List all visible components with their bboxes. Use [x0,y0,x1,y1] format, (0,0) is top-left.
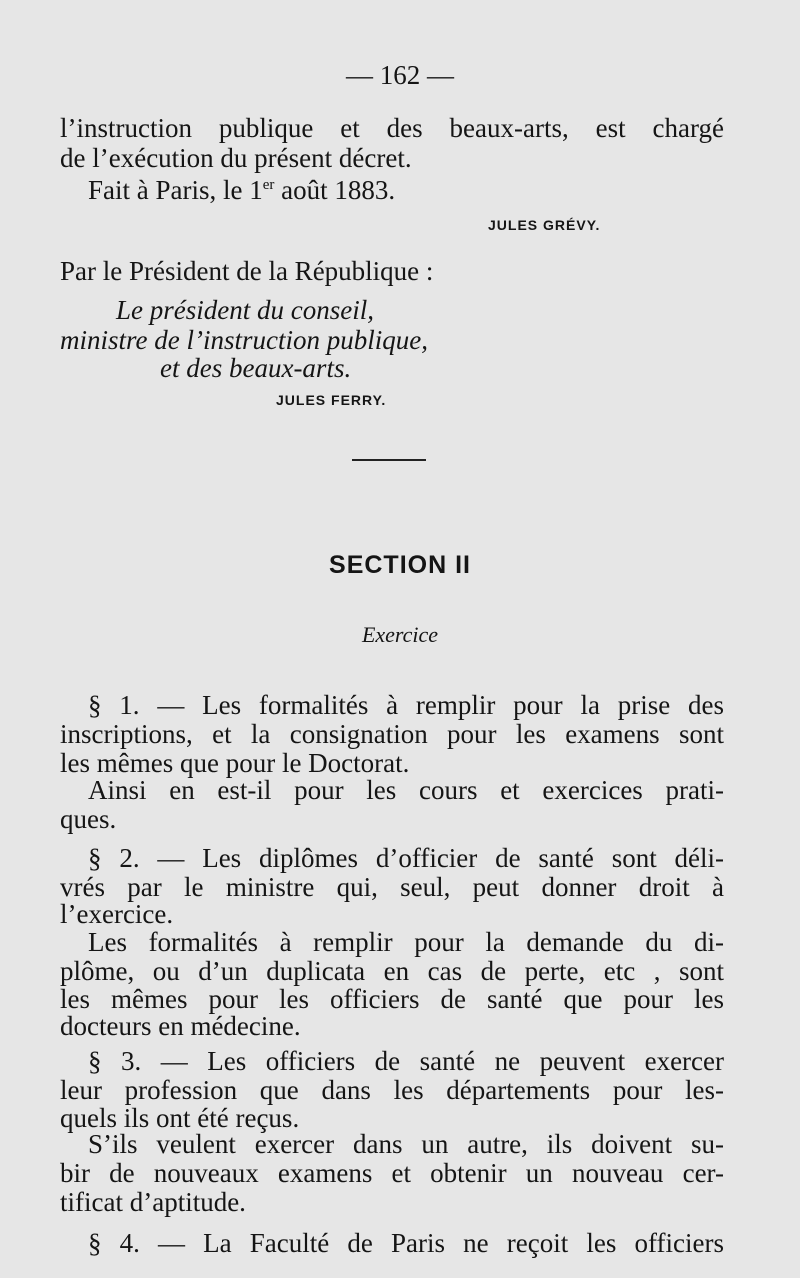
dateline [88,175,395,205]
para4-line-1: Les formalités à remplir pour la demande du di- [88,927,724,957]
minister-line-3: et des beaux-arts. [160,353,352,383]
page-number: — 162 — [346,60,454,90]
para1-line-3: les mêmes que pour le Doctorat. [60,748,410,778]
para6-line-3: tificat d’aptitude. [60,1187,246,1217]
dateline-sup: er [262,177,275,193]
para5-line-3: quels ils ont été reçus. [60,1103,300,1133]
para1-line-1: § 1. — Les formalités à remplir pour la prise des [88,690,724,720]
para5-line-2: leur profession que dans les départements pour les- [60,1075,724,1105]
para7-line-1: § 4. — La Faculté de Paris ne reçoit les officiers [88,1228,724,1258]
section-title: SECTION II [329,551,471,579]
para6-line-2: bir de nouveaux examens et obtenir un nouveau cer- [60,1158,724,1188]
para6-line-1: S’ils veulent exercer dans un autre, ils doivent su- [88,1129,724,1159]
intro-line-2: de l’exécution du présent décret. [60,143,412,173]
section-divider [352,459,426,461]
para2-line-1: Ainsi en est-il pour les cours et exercices prati- [88,775,724,805]
section-subtitle: Exercice [361,622,439,647]
para4-line-2: plôme, ou d’un duplicata en cas de perte, etc , sont [60,956,724,986]
par-le-president: Par le Président de la République : [60,256,434,286]
intro-line-1: l’instruction publique et des beaux-arts, est chargé [60,113,724,143]
dateline-suffix: août 1883. [274,175,396,205]
para3-line-1: § 2. — Les diplômes d’officier de santé sont déli- [88,843,724,873]
para2-line-2: ques. [60,804,117,834]
para4-line-4: docteurs en médecine. [60,1011,301,1041]
signature-ferry: JULES FERRY. [276,392,387,408]
para5-line-1: § 3. — Les officiers de santé ne peuvent exercer [88,1046,724,1076]
para3-line-2: vrés par le ministre qui, seul, peut donner droit à [60,872,724,902]
signature-gresvy: JULES GRÉVY. [488,217,601,233]
para3-line-3: l’exercice. [60,899,174,929]
para1-line-2: inscriptions, et la consignation pour les examens sont [60,719,724,749]
dateline-prefix: Fait à Paris, le 1 [88,175,263,205]
minister-line-1: Le président du conseil, [116,295,374,325]
minister-line-2: ministre de l’instruction publique, [60,325,428,355]
para4-line-3: les mêmes pour les officiers de santé que pour les [60,984,724,1014]
